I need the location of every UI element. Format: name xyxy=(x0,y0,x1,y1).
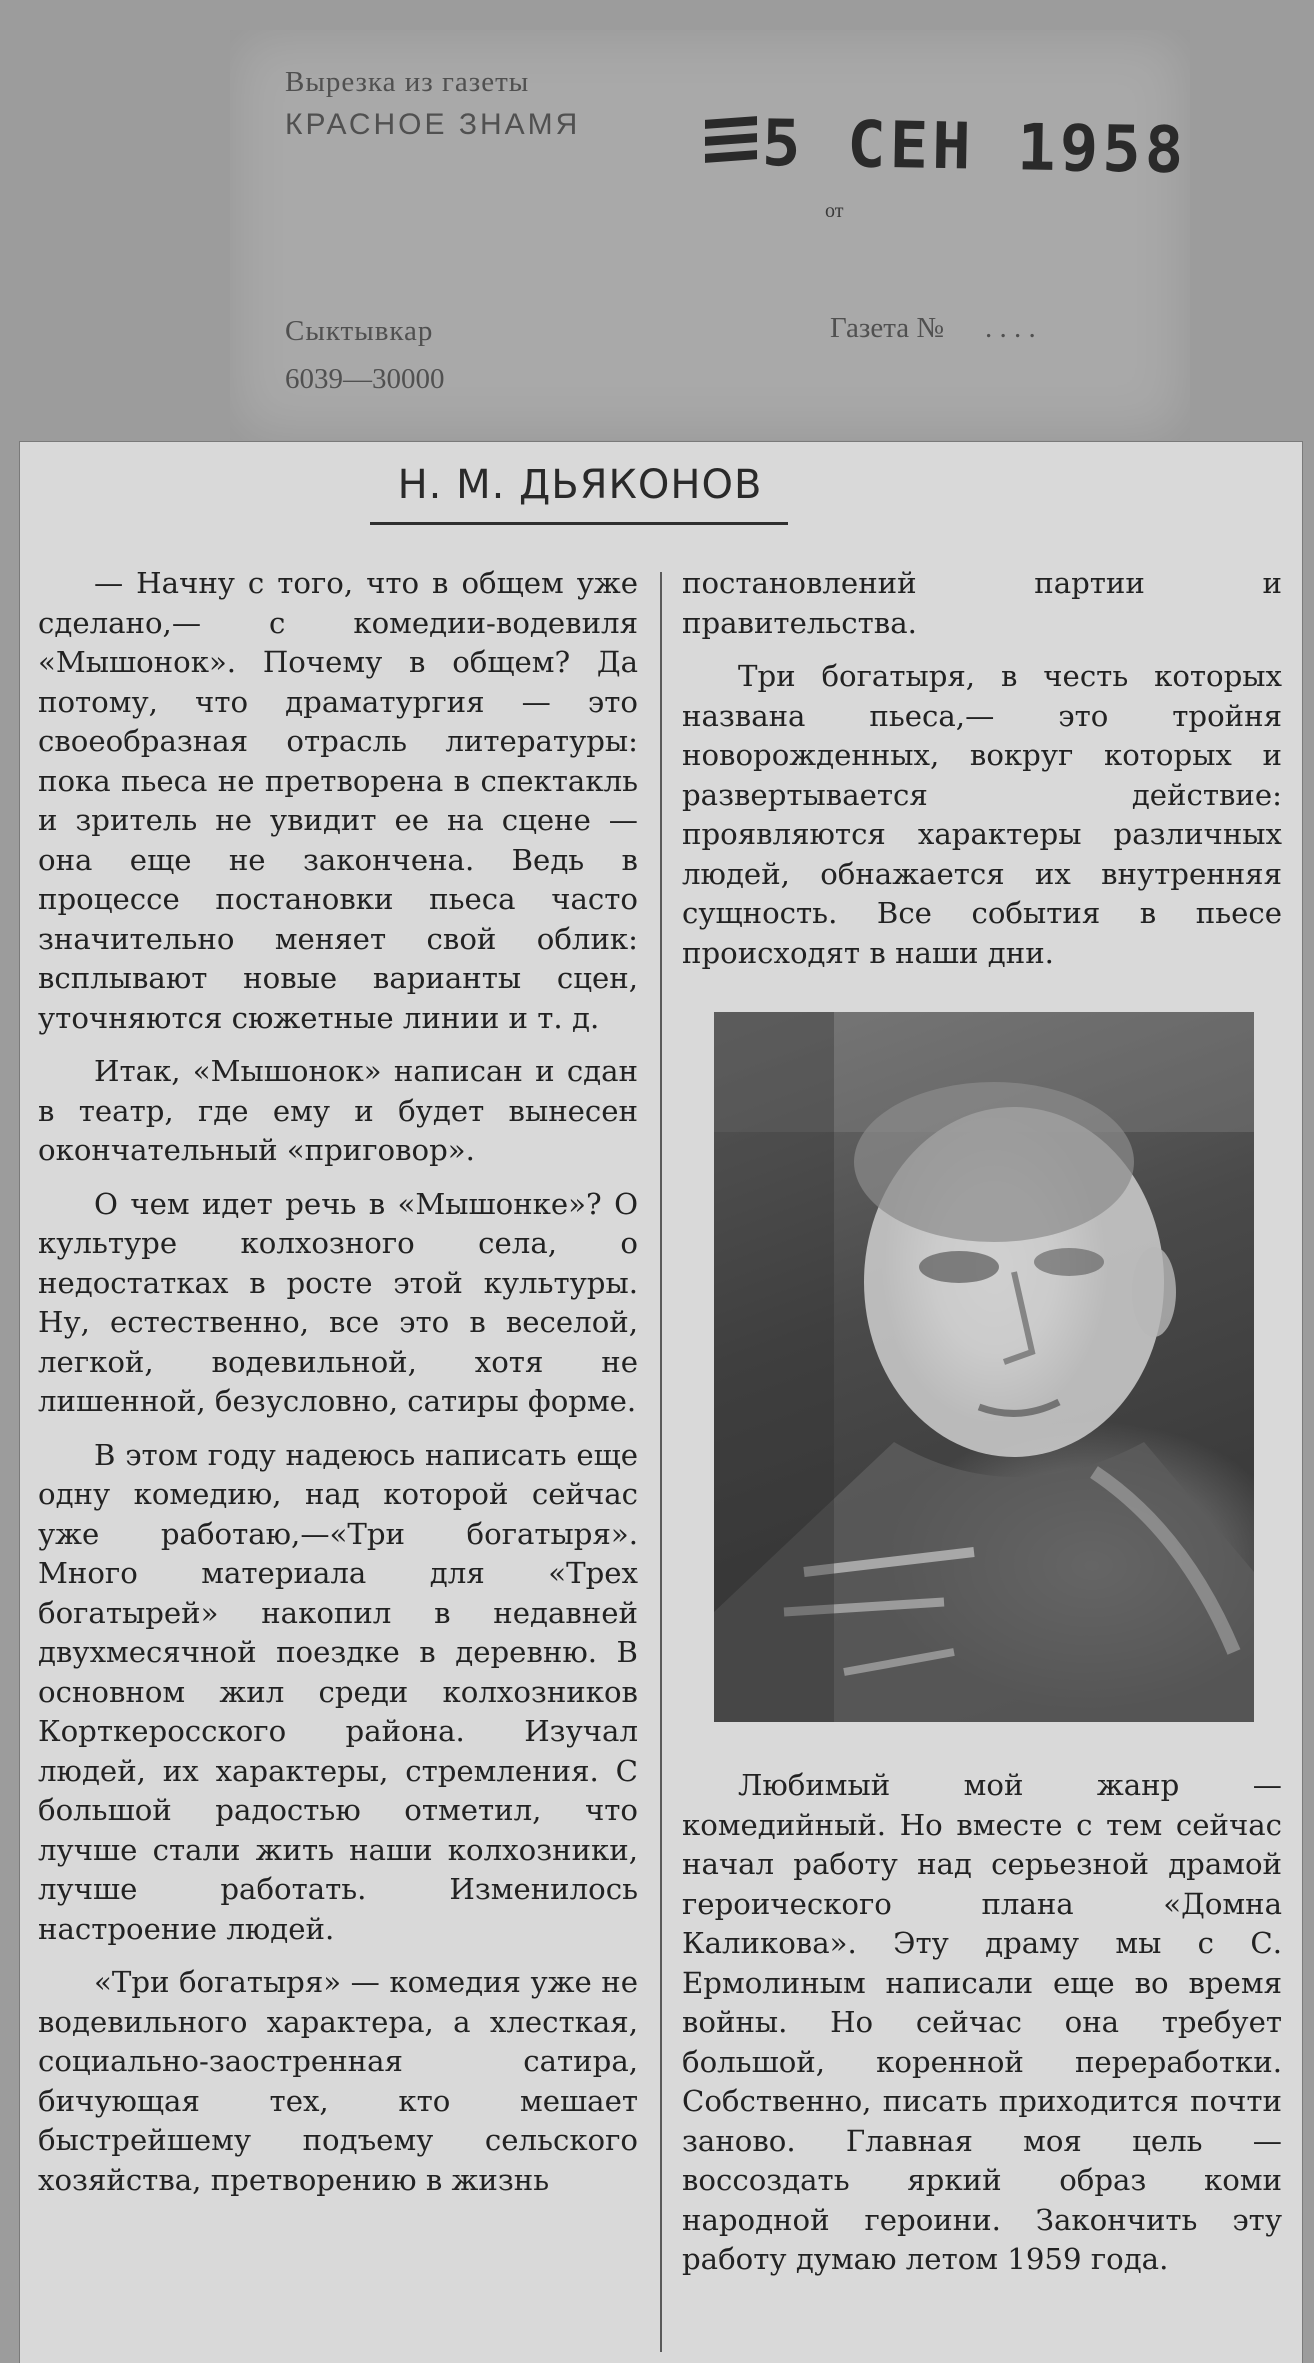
column-divider xyxy=(660,572,662,2352)
slip-issue-label: Газета № xyxy=(830,312,945,344)
headline-underline xyxy=(370,522,788,525)
right-column-bottom xyxy=(682,1766,1282,2280)
paragraph: О чем идет речь в «Мышонке»? О культуре колхозного села, о недостатках в росте этой культуры. Ну, естественно, все это в веселой, легкой, водевильной, хотя не лишенной, безусловно, сатиры форме. xyxy=(38,1186,638,1418)
slip-label-line1: Вырезка из газеты xyxy=(285,66,530,98)
paragraph: Любимый мой жанр — комедийный. Но вместе с тем сейчас начал работу над серьезной драмой героического плана «Домна Каликова». Эту драму мы с С. Ермолиным написали еще во время войны. Но сейчас она требует большой, коренной переработки. Собственно, писать приходится почти заново. Главная моя цель — воссоздать яркий образ коми народной героини. Закончить эту работу думаю летом 1959 года. xyxy=(682,1768,1282,2276)
paragraph: «Три богатыря» — комедия уже не водевильного характера, а хлесткая, социально-заостренная сатира, бичующая тех, кто мешает быстрейшему подъему сельского хозяйства, претворению в жизнь xyxy=(38,1965,638,2197)
paragraph: В этом году надеюсь написать еще одну комедию, над которой сейчас уже работаю,—«Три богатыря». Много материала для «Трех богатырей» накопил в недавней двухмесячной поездке в деревню. В основном жил среди колхозников Корткеросского района. Изучал людей, их характеры, стремления. С большой радостью отметил, что лучше стали жить наши колхозники, лучше работать. Изменилось настроение людей. xyxy=(38,1437,638,1946)
slip-city: Сыктывкар xyxy=(285,315,434,347)
date-stamp xyxy=(699,106,1188,188)
paragraph: постановлений партии и правительства. xyxy=(682,566,1282,640)
stamp-date: 5 СЕН 1958 xyxy=(761,106,1188,189)
slip-code: 6039—30000 xyxy=(285,363,445,395)
paragraph: — Начну с того, что в общем уже сделано,— с комедии-водевиля «Мышонок». Почему в общем? Да потому, что драматургия — это своеобразная отрасль литературы: пока пьеса не претворена в спектакль и зритель не увидит ее на сцене — она еще не закончена. Ведь в процессе постановки пьеса часто значительно меняет свой облик: всплывают новые варианты сцен, уточняются сюжетные линии и т. д. xyxy=(38,566,638,1035)
portrait-illustration xyxy=(714,1012,1254,1722)
slip-from-label: от xyxy=(825,200,844,222)
paragraph: Итак, «Мышонок» написан и сдан в театр, где ему и будет вынесен окончательный «приговор». xyxy=(38,1054,638,1167)
slip-issue-dots: . . . . xyxy=(985,312,1036,344)
right-column-top xyxy=(682,564,1282,973)
paragraph: Три богатыря, в честь которых названа пьеса,— это тройня новорожденных, вокруг которых и развертывается действие: проявляются характеры различных людей, обнажается их внутренняя сущность. Все события в пьесе происходят в наши дни. xyxy=(682,659,1282,970)
author-headline: Н. М. ДЬЯКОНОВ xyxy=(397,462,763,508)
left-column xyxy=(38,564,638,2200)
author-portrait-photo xyxy=(714,1012,1254,1722)
slip-newspaper-name: КРАСНОЕ ЗНАМЯ xyxy=(285,108,581,141)
